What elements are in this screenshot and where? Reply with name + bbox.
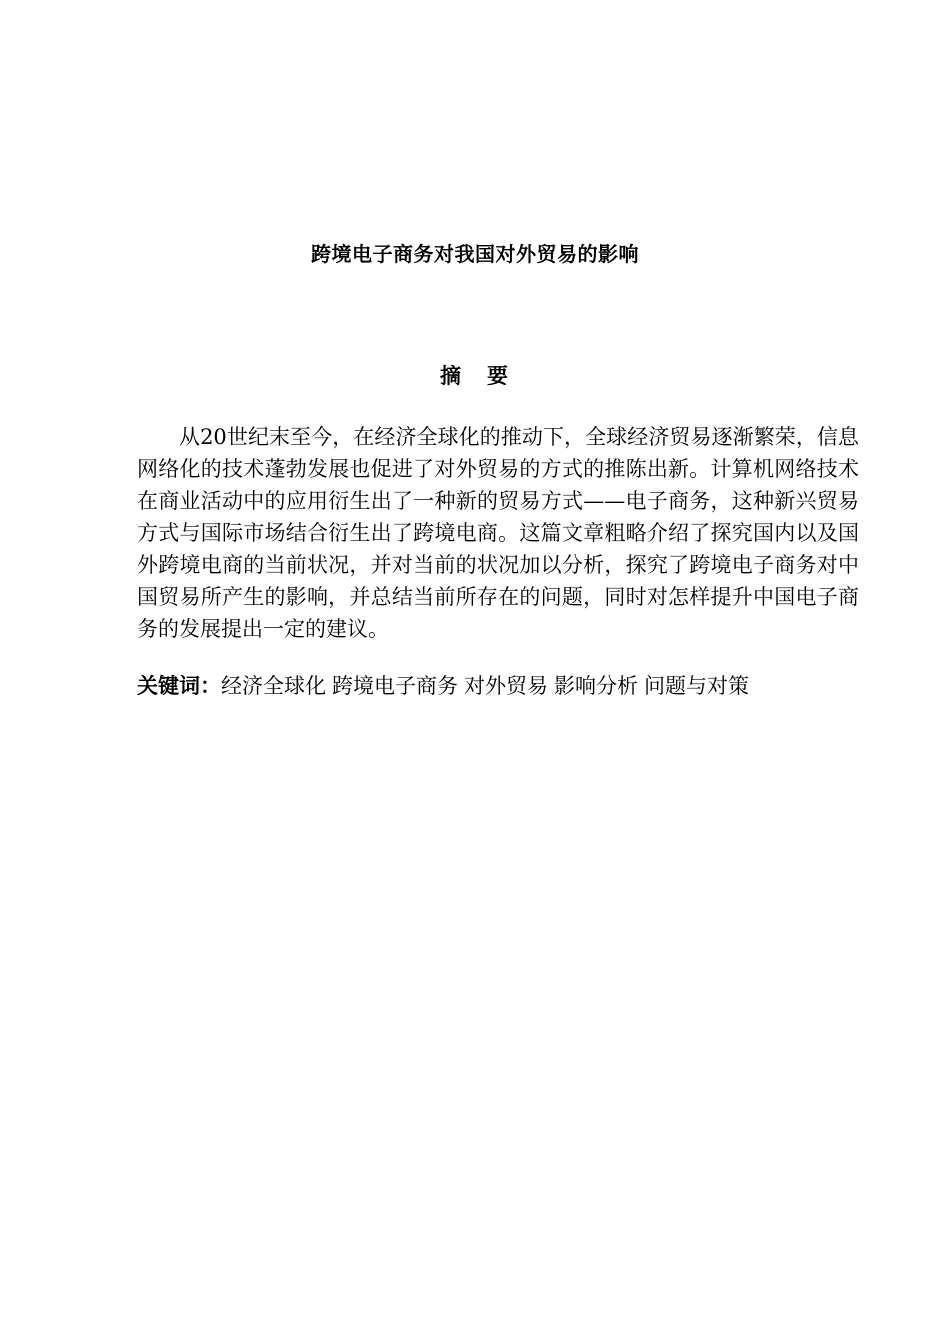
abstract-heading-char-1: 摘 <box>440 364 463 388</box>
abstract-heading <box>0 362 950 390</box>
keyword-item: 对外贸易 <box>464 674 548 698</box>
keywords-line <box>137 670 859 702</box>
keyword-item: 经济全球化 <box>221 674 326 698</box>
document-title: 跨境电子商务对我国对外贸易的影响 <box>311 242 639 266</box>
keyword-item: 影响分析 <box>554 674 638 698</box>
abstract-heading-char-2: 要 <box>487 364 510 388</box>
keywords-label: 关键词： <box>137 674 221 698</box>
abstract-body: 从20世纪末至今，在经济全球化的推动下，全球经济贸易逐渐繁荣，信息网络化的技术蓬勃发展也促进了对外贸易的方式的推陈出新。计算机网络技术在商业活动中的应用衍生出了一种新的贸易方式——电子商务，这种新兴贸易方式与国际市场结合衍生出了跨境电商。这篇文章粗略介绍了探究国内以及国外跨境电商的当前状况，并对当前的状况加以分析，探究了跨境电子商务对中国贸易所产生的影响，并总结当前所存在的问题，同时对怎样提升中国电子商务的发展提出一定的建议。 <box>137 425 859 641</box>
keyword-item: 跨境电子商务 <box>332 674 458 698</box>
keyword-item: 问题与对策 <box>644 674 749 698</box>
